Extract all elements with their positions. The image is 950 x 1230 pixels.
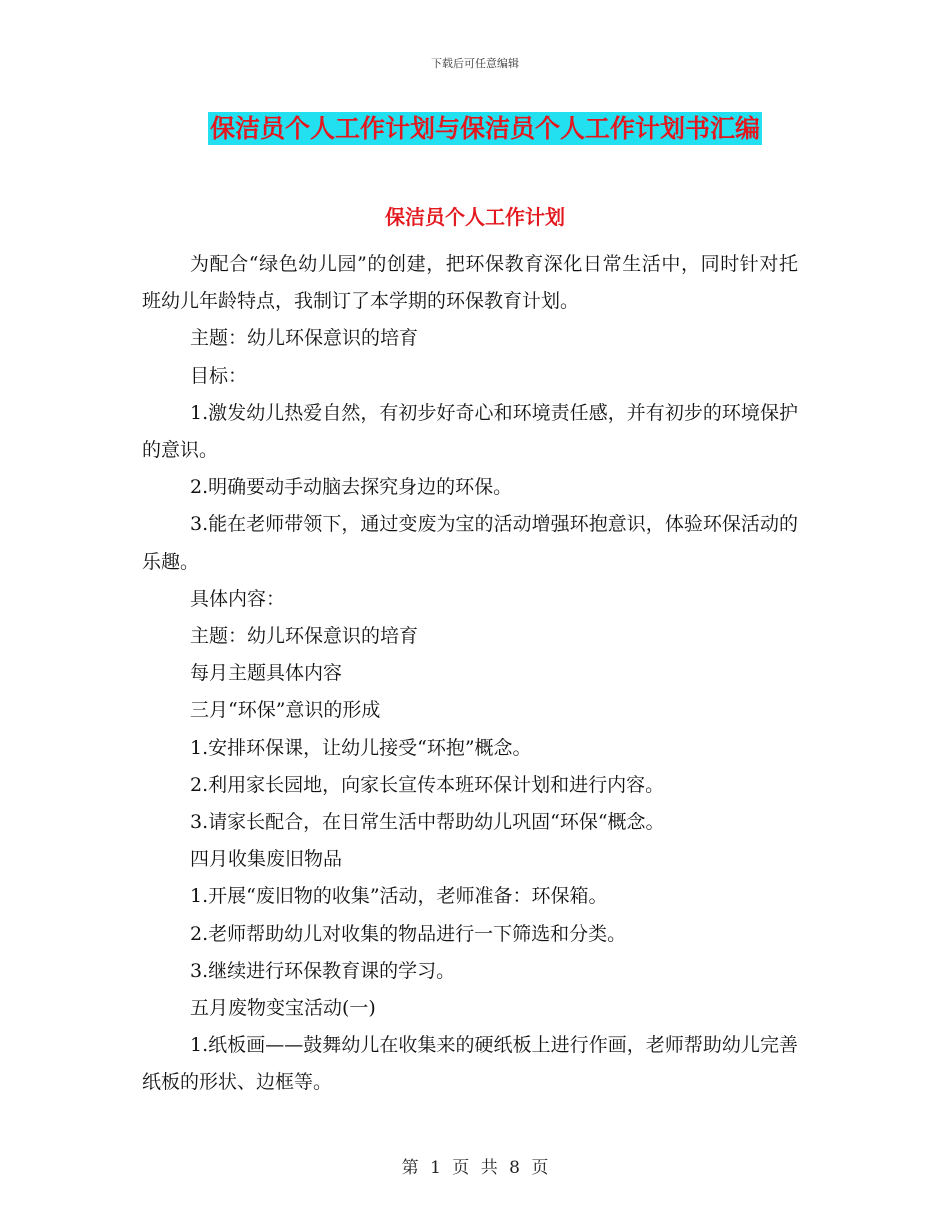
paragraph: 2.老师帮助幼儿对收集的物品进行一下筛选和分类。 [190, 922, 627, 945]
paragraph: 1.安排环保课，让幼儿接受“环抱”概念。 [190, 736, 532, 759]
paragraph: 四月收集废旧物品 [190, 848, 343, 871]
paragraph: 主题：幼儿环保意识的培育 [190, 625, 419, 648]
paragraph: 3.继续进行环保教育课的学习。 [190, 959, 456, 982]
paragraph: 每月主题具体内容 [190, 662, 343, 685]
header-note: 下载后可任意编辑 [431, 57, 519, 70]
body-text [142, 246, 798, 1102]
paragraph: 五月废物变宝活动(一) [190, 997, 376, 1020]
page-footer: 第 1 页 共 8 页 [401, 1158, 549, 1178]
paragraph: 2.明确要动手动脑去探究身边的环保。 [190, 476, 513, 499]
paragraph: 主题：幼儿环保意识的培育 [190, 327, 419, 350]
document-title-block [208, 112, 762, 145]
section-title: 保洁员个人工作计划 [385, 205, 565, 229]
document-title: 保洁员个人工作计划与保洁员个人工作计划书汇编 [210, 114, 761, 143]
paragraph: 2.利用家长园地，向家长宣传本班环保计划和进行内容。 [190, 773, 665, 796]
paragraph: 为配合“绿色幼儿园”的创建，把环保教育深化日常生活中，同时针对托班幼儿年龄特点，我制订了本学期的环保教育计划。 [142, 253, 798, 313]
paragraph: 具体内容： [190, 587, 286, 610]
paragraph: 目标： [190, 364, 248, 387]
paragraph: 3.能在老师带领下，通过变废为宝的活动增强环抱意识，体验环保活动的乐趣。 [142, 513, 798, 573]
paragraph: 1.纸板画——鼓舞幼儿在收集来的硬纸板上进行作画，老师帮助幼儿完善纸板的形状、边框等。 [142, 1034, 798, 1094]
paragraph: 三月“环保”意识的形成 [190, 699, 381, 722]
paragraph: 3.请家长配合，在日常生活中帮助幼儿巩固“环保“概念。 [190, 811, 665, 834]
paragraph: 1.激发幼儿热爱自然，有初步好奇心和环境责任感，并有初步的环境保护的意识。 [142, 401, 798, 462]
paragraph: 1.开展“废旧物的收集”活动，老师准备：环保箱。 [190, 885, 608, 908]
